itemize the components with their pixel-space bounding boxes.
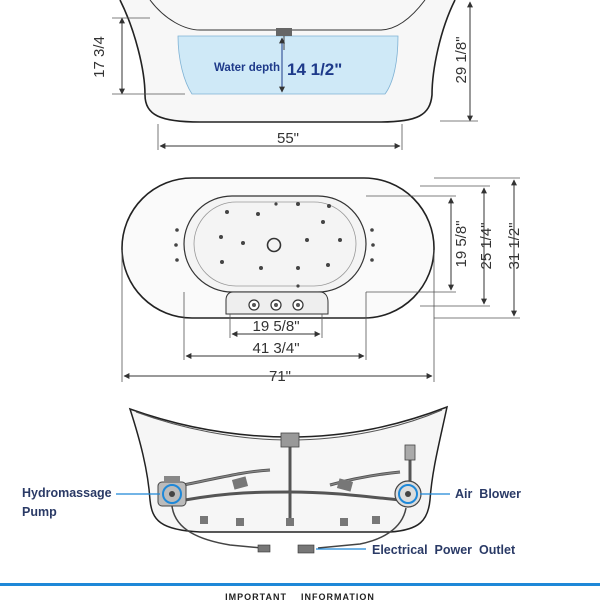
side-view <box>91 0 478 150</box>
front-view <box>22 407 521 557</box>
footer-accent-bar <box>0 583 600 586</box>
footer-heading: IMPORTANT INFORMATION <box>225 592 375 602</box>
top-view <box>122 178 523 385</box>
bottom-width-dimension: 55" <box>276 130 300 147</box>
basin-length-dimension: 41 3/4" <box>252 340 300 357</box>
inner-depth-dimension: 17 3/4 <box>91 36 108 78</box>
air-blower-icon <box>395 481 421 507</box>
power-outlet-icon <box>298 545 314 553</box>
inner-width-dimension: 19 5/8" <box>453 220 470 268</box>
water-depth-label: Water depth <box>214 62 281 74</box>
overall-length-dimension: 71" <box>268 368 292 385</box>
air-blower-label: Air Blower <box>455 487 521 501</box>
pump-label-line1: Hydromassage <box>22 486 112 500</box>
outer-width-dimension: 31 1/2" <box>506 222 523 270</box>
pump-label-line2: Pump <box>22 505 57 519</box>
power-plug-icon <box>258 545 270 552</box>
control-width-dimension: 19 5/8" <box>252 318 300 335</box>
power-outlet-label: Electrical Power Outlet <box>372 543 516 557</box>
side-view-overflow-icon <box>276 28 292 36</box>
mid-width-dimension: 25 1/4" <box>478 222 495 270</box>
height-dimension: 29 1/8" <box>453 36 470 84</box>
water-depth-value: 14 1/2" <box>287 60 343 79</box>
